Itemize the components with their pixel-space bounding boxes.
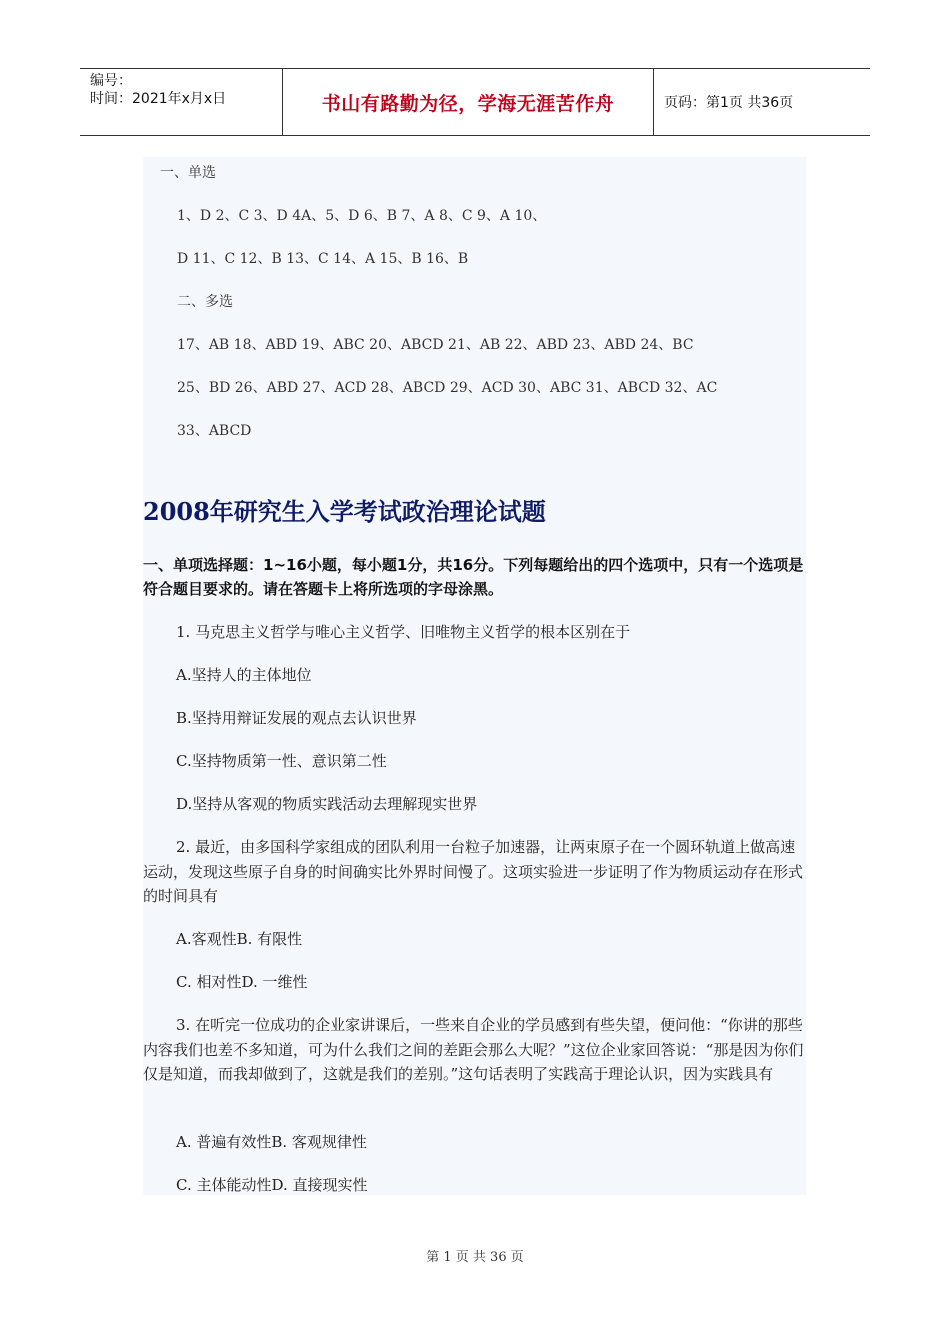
question-1: 1. 马克思主义哲学与唯心主义哲学、旧唯物主义哲学的根本区别在于: [176, 623, 631, 641]
header-page-info: 页码：第1页 共36页: [664, 95, 794, 111]
motto-text: 书山有路勤为径，学海无涯苦作舟: [321, 92, 615, 115]
question-1-option-c: C.坚持物质第一性、意识第二性: [176, 752, 387, 770]
question-3: 3. 在听完一位成功的企业家讲课后，一些来自企业的学员感到有些失望，便问他：“你讲的那些内容我们也差不多知道，可为什么我们之间的差距会那么大呢？”这位企业家回答说：“那是因为你们仅是知道，而我却做到了，这就是我们的差别。”这句话表明了实践高于理论认识，因为实践具有: [143, 1016, 804, 1083]
multi-answers-line-1: 17、AB 18、ABD 19、ABC 20、ABCD 21、AB 22、ABD 23、ABD 24、BC: [177, 337, 694, 353]
question-1-option-b: B.坚持用辩证发展的观点去认识世界: [176, 709, 417, 727]
question-3-options-cd: C. 主体能动性D. 直接现实性: [176, 1176, 368, 1194]
question-1-option-a: A.坚持人的主体地位: [176, 666, 312, 684]
question-3-options-ab: A. 普遍有效性B. 客观规律性: [176, 1133, 367, 1151]
exam-title: 2008年研究生入学考试政治理论试题: [143, 497, 546, 526]
question-2: 2. 最近，由多国科学家组成的团队利用一台粒子加速器，让两束原子在一个圆环轨道上做高速运动，发现这些原子自身的时间确实比外界时间慢了。这项实验进一步证明了作为物质运动存在形式的时间具有: [143, 838, 804, 905]
multi-choice-title: 二、多选: [177, 294, 233, 310]
question-1-option-d: D.坚持从客观的物质实践活动去理解现实世界: [176, 795, 478, 813]
question-2-options-cd: C. 相对性D. 一维性: [176, 973, 308, 991]
header-meta: [80, 69, 282, 135]
exam-instruction: 一、单项选择题：1~16小题，每小题1分，共16分。下列每题给出的四个选项中，只有一个选项是符合题目要求的。请在答题卡上将所选项的字母涂黑。: [143, 556, 804, 598]
date-label: 时间：2021年x月x日: [90, 91, 227, 107]
single-answers-line-2: D 11、C 12、B 13、C 14、A 15、B 16、B: [177, 251, 469, 267]
single-answers-line-1: 1、D 2、C 3、D 4A、5、D 6、B 7、A 8、C 9、A 10、: [177, 208, 547, 224]
multi-answers-line-2: 25、BD 26、ABD 27、ACD 28、ABCD 29、ACD 30、ABC 31、ABCD 32、AC: [177, 380, 718, 396]
single-choice-title: 一、单选: [160, 165, 216, 181]
question-2-options-ab: A.客观性B. 有限性: [176, 930, 303, 948]
header-motto: [282, 69, 654, 135]
number-label: 编号：: [90, 73, 132, 89]
header-table: [80, 68, 870, 136]
multi-answers-line-3: 33、ABCD: [177, 423, 252, 439]
page-footer: 第 1 页 共 36 页: [426, 1250, 524, 1265]
